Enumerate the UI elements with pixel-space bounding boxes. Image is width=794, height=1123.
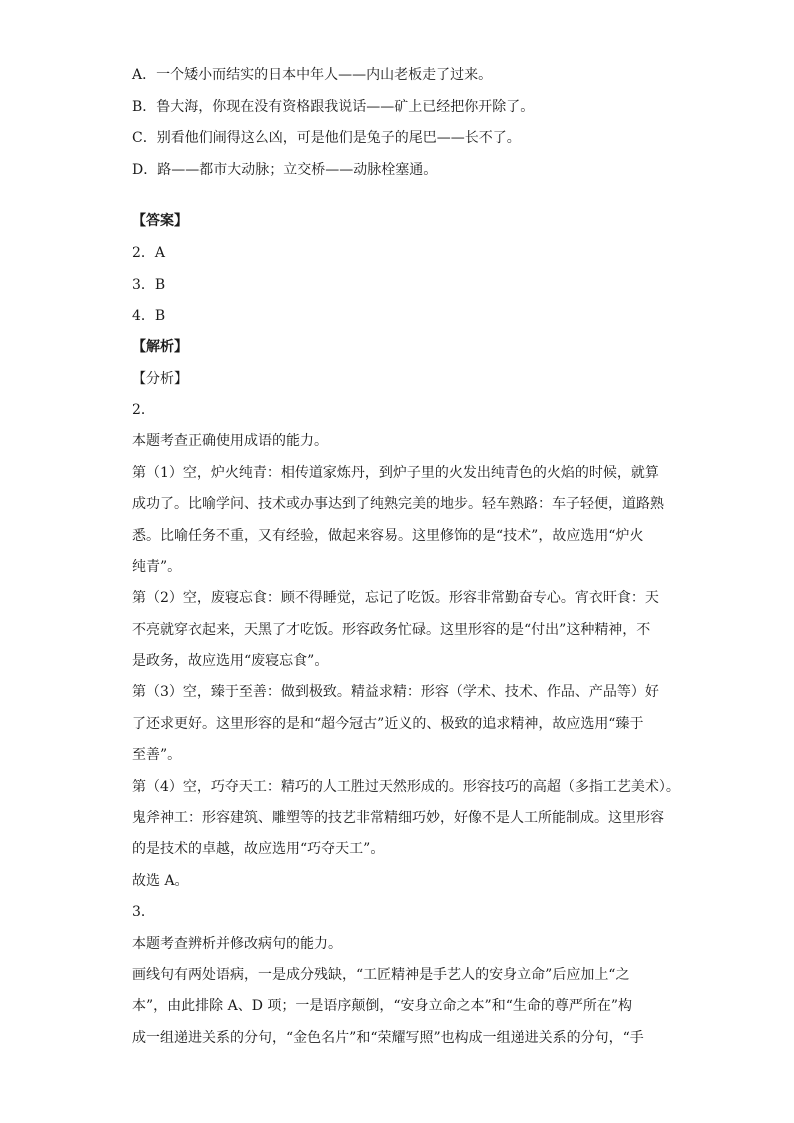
option-b: B．鲁大海，你现在没有资格跟我说话——矿上已经把你开除了。 — [132, 99, 535, 115]
paragraph-line: 了还求更好。这里形容的是和“超今冠古”近义的、极致的追求精神，故应选用“臻于 — [132, 716, 644, 732]
answer-heading: 【答案】 — [132, 213, 188, 229]
paragraph-line: 的是技术的卓越，故应选用“巧夺天工”。 — [132, 841, 385, 857]
paragraph-line: 成功了。比喻学问、技术或办事达到了纯熟完美的地步。轻车熟路：车子轻便，道路熟 — [132, 496, 664, 512]
paragraph-line: 纯青”。 — [132, 559, 182, 575]
analysis-subheading: 【分析】 — [132, 371, 188, 387]
paragraph-line: 不亮就穿衣起来，天黑了才吃饭。形容政务忙碌。这里形容的是“付出”这种精神，不 — [132, 622, 651, 638]
answer-item: 3．B — [132, 277, 166, 293]
paragraph-line: 画线句有两处语病，一是成分残缺，“工匠精神是手艺人的安身立命”后应加上“之 — [132, 967, 630, 983]
answer-item: 4．B — [132, 308, 166, 324]
paragraph-line: 鬼斧神工：形容建筑、雕塑等的技艺非常精细巧妙，好像不是人工所能制成。这里形容 — [132, 810, 664, 826]
question-intro: 本题考查辨析并修改病句的能力。 — [132, 936, 342, 952]
question-number: 3． — [132, 904, 155, 920]
question-number: 2． — [132, 402, 155, 418]
paragraph-line: 本”，由此排除 A、D 项；一是语序颠倒，“安身立命之本”和“生命的尊严所在”构 — [132, 998, 633, 1014]
paragraph-line: 第（2）空，废寝忘食：顾不得睡觉，忘记了吃饭。形容非常勤奋专心。宵衣旰食：天 — [132, 590, 659, 606]
paragraph-line: 第（1）空，炉火纯青：相传道家炼丹，到炉子里的火发出纯青色的火焰的时候，就算 — [132, 465, 659, 481]
answer-item: 2．A — [132, 245, 166, 261]
paragraph-line: 悉。比喻任务不重，又有经验，做起来容易。这里修饰的是“技术”，故应选用“炉火 — [132, 528, 644, 544]
option-a: A．一个矮小而结实的日本中年人——内山老板走了过来。 — [132, 67, 493, 83]
paragraph-line: 是政务，故应选用“废寝忘食”。 — [132, 653, 329, 669]
question-intro: 本题考查正确使用成语的能力。 — [132, 433, 328, 449]
paragraph-line: 第（4）空，巧夺天工：精巧的人工胜过天然形成的。形容技巧的高超（多指工艺美术）。 — [132, 779, 680, 795]
analysis-heading: 【解析】 — [132, 339, 188, 355]
paragraph-line: 第（3）空，臻于至善：做到极致。精益求精：形容（学术、技术、作品、产品等）好 — [132, 684, 659, 700]
option-d: D．路——都市大动脉；立交桥——动脉栓塞通。 — [132, 162, 438, 178]
paragraph-line: 至善”。 — [132, 747, 182, 763]
option-c: C．别看他们闹得这么凶，可是他们是兔子的尾巴——长不了。 — [132, 130, 521, 146]
conclusion-line: 故选 A。 — [132, 873, 189, 889]
paragraph-line: 成一组递进关系的分句，“金色名片”和“荣耀写照”也构成一组递进关系的分句，“手 — [132, 1030, 644, 1046]
